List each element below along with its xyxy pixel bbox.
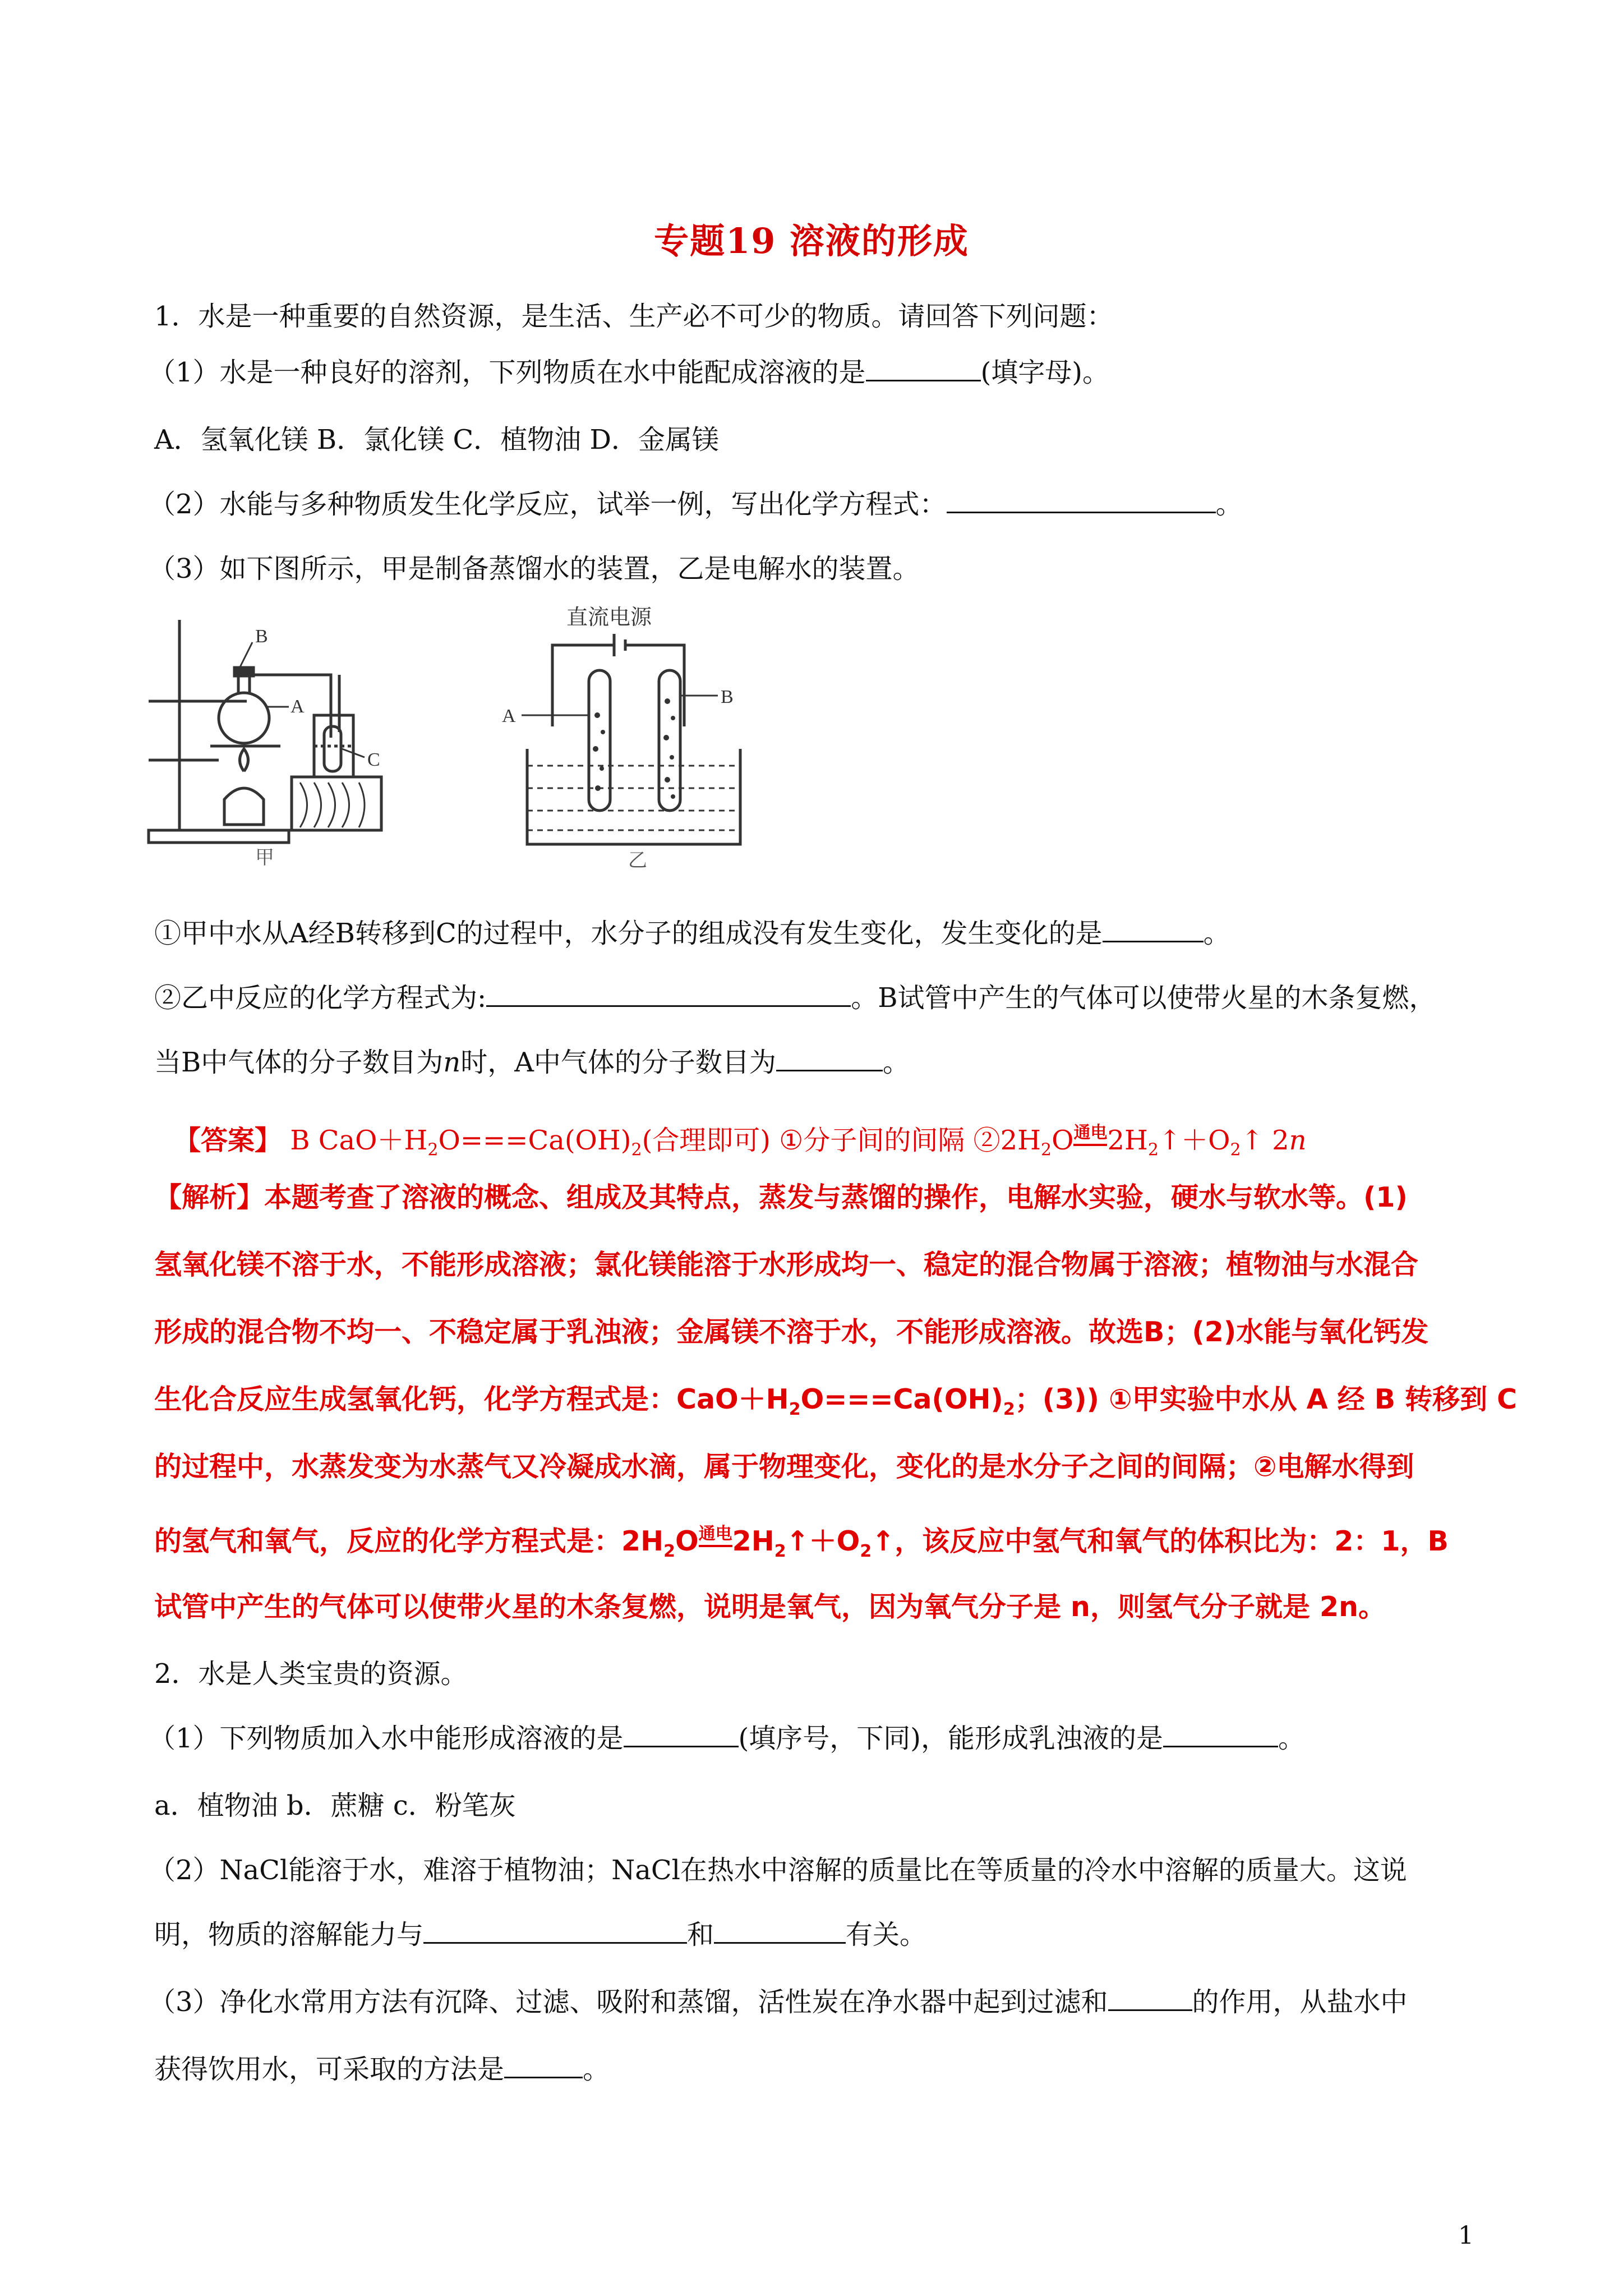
reaction-condition: 通电 bbox=[1073, 1123, 1108, 1143]
subscript: 2 bbox=[1147, 1140, 1159, 1160]
q2-part2-line2 bbox=[154, 1921, 1478, 1948]
q1-sub1-text: ①甲中水从A经B转移到C的过程中，水分子的组成没有发生变化，发生变化的是 bbox=[154, 918, 1103, 949]
analysis-line-2 bbox=[154, 1249, 1478, 1281]
answer-blank bbox=[504, 2073, 583, 2078]
tube-b bbox=[659, 670, 680, 811]
reaction-condition: 通电 bbox=[698, 1524, 732, 1544]
analysis-text: O bbox=[675, 1525, 699, 1557]
answer-tag: 【答案】 bbox=[174, 1125, 282, 1156]
label-c: C bbox=[367, 749, 380, 770]
subscript: 2 bbox=[774, 1541, 786, 1561]
analysis-tag: 【解析】 bbox=[154, 1181, 265, 1213]
analysis-line-4 bbox=[154, 1383, 1518, 1419]
analysis-text: ；(3)) ①甲实验中水从 A 经 B 转移到 C bbox=[1015, 1383, 1518, 1415]
q2-part2-tail: 有关。 bbox=[846, 1919, 927, 1950]
wood-block bbox=[292, 777, 381, 830]
answer-text: ↑＋O bbox=[1158, 1125, 1230, 1156]
q1-options bbox=[154, 426, 1478, 453]
analysis-line-5 bbox=[154, 1451, 1478, 1483]
answer-blank bbox=[624, 1742, 739, 1747]
subscript: 2 bbox=[1040, 1140, 1052, 1160]
analysis-line-6 bbox=[154, 1526, 1478, 1560]
variable-n: n bbox=[1289, 1125, 1307, 1156]
q1-part1-text: （1）水是一种良好的溶剂，下列物质在水中能配成溶液的是 bbox=[149, 357, 866, 388]
q1-stem bbox=[154, 303, 1478, 330]
page-number: 1 bbox=[1458, 2221, 1474, 2250]
beaker bbox=[314, 715, 353, 777]
q2-options-text: a．植物油 b．蔗糖 c．粉笔灰 bbox=[154, 1790, 516, 1821]
analysis-text: ↑＋O bbox=[786, 1525, 860, 1557]
answer-blank bbox=[714, 1939, 846, 1944]
q2-part2-mid: 和 bbox=[687, 1919, 714, 1950]
subscript: 2 bbox=[631, 1140, 642, 1160]
subscript: 2 bbox=[1230, 1140, 1241, 1160]
label-a: A bbox=[291, 696, 305, 717]
q1-options-text: A．氢氧化镁 B．氯化镁 C．植物油 D．金属镁 bbox=[154, 424, 719, 455]
analysis-text: 生化合反应生成氢氧化钙，化学方程式是：CaO＋H bbox=[154, 1383, 789, 1415]
answer-text: (合理即可) ①分子间的间隔 ②2H bbox=[642, 1125, 1041, 1156]
answer-text: 2H bbox=[1107, 1125, 1148, 1156]
subscript: 2 bbox=[860, 1541, 872, 1561]
answer-text: O bbox=[1052, 1125, 1074, 1156]
figure-caption: 甲 bbox=[255, 848, 274, 867]
answer-text: ↑ 2 bbox=[1241, 1125, 1289, 1156]
subscript: 2 bbox=[427, 1140, 439, 1160]
q2-part3-tail: 。 bbox=[583, 2054, 610, 2085]
q2-stem bbox=[154, 1658, 1478, 1690]
variable-n: n bbox=[443, 1047, 461, 1078]
electrolysis-apparatus-figure bbox=[499, 603, 763, 869]
analysis-line-7 bbox=[154, 1593, 1478, 1621]
answer-blank bbox=[776, 1066, 883, 1071]
q1-sub2-line2-mid: 时，A中气体的分子数目为 bbox=[460, 1047, 776, 1078]
subscript: 2 bbox=[1003, 1399, 1015, 1419]
q2-part3-line1 bbox=[149, 1986, 1472, 2018]
analysis-text: O===Ca(OH) bbox=[800, 1383, 1003, 1415]
q2-part3-tail: 的作用，从盐水中 bbox=[1192, 1986, 1408, 2018]
flame bbox=[240, 749, 248, 771]
answer-text: O===Ca(OH) bbox=[438, 1125, 631, 1156]
answer-blank bbox=[947, 508, 1216, 513]
wire-right bbox=[625, 645, 684, 726]
q1-stem-text: 1．水是一种重要的自然资源，是生活、生产必不可少的物质。请回答下列问题： bbox=[154, 301, 1114, 332]
label-b: B bbox=[721, 687, 734, 707]
analysis-line-1 bbox=[154, 1181, 1478, 1213]
q1-sub2-tail: 。B试管中产生的气体可以使带火星的木条复燃， bbox=[851, 982, 1436, 1014]
answer-blank bbox=[486, 1002, 851, 1007]
subscript: 2 bbox=[789, 1399, 801, 1419]
q2-part1 bbox=[149, 1725, 1472, 1752]
analysis-text: 氢氧化镁不溶于水，不能形成溶液；氯化镁能溶于水形成均一、稳定的混合物属于溶液；植物油与水混合 bbox=[154, 1249, 1419, 1281]
q2-part1-text: （1）下列物质加入水中能形成溶液的是 bbox=[149, 1723, 624, 1754]
q1-part3 bbox=[149, 553, 1472, 585]
analysis-line-3 bbox=[154, 1318, 1478, 1346]
q2-part2-text: （2）NaCl能溶于水，难溶于植物油；NaCl在热水中溶解的质量比在等质量的冷水中溶解的质量大。这说 bbox=[149, 1855, 1407, 1886]
q2-part3-text: 获得饮用水，可采取的方法是 bbox=[154, 2054, 505, 2085]
power-supply-label: 直流电源 bbox=[566, 606, 652, 629]
q2-options bbox=[154, 1792, 1478, 1819]
page-title: 专题19 溶液的形成 bbox=[654, 220, 969, 261]
wire-left bbox=[552, 645, 614, 726]
q2-part2-line1 bbox=[149, 1857, 1472, 1884]
answer-blank bbox=[1103, 937, 1204, 942]
q2-part3-line2 bbox=[154, 2056, 1478, 2083]
analysis-text: 形成的混合物不均一、不稳定属于乳浊液；金属镁不溶于水，不能形成溶液。故选B；(2)水能与氧化钙发 bbox=[154, 1316, 1429, 1348]
q1-sub1-tail: 。 bbox=[1203, 918, 1230, 949]
q1-sub2-line2 bbox=[154, 1049, 1478, 1076]
q1-part1 bbox=[149, 359, 1472, 386]
q2-part1-mid: (填序号，下同)，能形成乳浊液的是 bbox=[738, 1723, 1164, 1754]
answer-blank bbox=[866, 376, 981, 381]
q2-stem-text: 2．水是人类宝贵的资源。 bbox=[154, 1658, 468, 1690]
q1-part3-text: （3）如下图所示，甲是制备蒸馏水的装置，乙是电解水的装置。 bbox=[149, 553, 920, 585]
q1-sub2-line2-tail: 。 bbox=[882, 1047, 910, 1078]
answer-blank bbox=[1108, 2006, 1192, 2011]
test-tube bbox=[324, 726, 341, 771]
q1-part1-tail: (填字母)。 bbox=[980, 357, 1110, 388]
subscript: 2 bbox=[663, 1541, 675, 1561]
answer-blank bbox=[1163, 1742, 1278, 1747]
q2-part3-text: （3）净化水常用方法有沉降、过滤、吸附和蒸馏，活性炭在净水器中起到过滤和 bbox=[149, 1986, 1108, 2018]
answer-text: B CaO＋H bbox=[282, 1125, 428, 1156]
q1-sub2-line2-text: 当B中气体的分子数目为 bbox=[154, 1047, 444, 1078]
q2-part1-tail: 。 bbox=[1278, 1723, 1306, 1754]
analysis-text: 的氢气和氧气，反应的化学方程式是：2H bbox=[154, 1525, 664, 1557]
alcohol-lamp bbox=[224, 788, 264, 825]
q1-part2-text: （2）水能与多种物质发生化学反应，试举一例，写出化学方程式： bbox=[149, 489, 947, 520]
q1-sub2-text: ②乙中反应的化学方程式为: bbox=[154, 982, 487, 1014]
q1-sub1 bbox=[154, 920, 1478, 947]
figure-caption: 乙 bbox=[628, 850, 647, 869]
analysis-text: 本题考查了溶液的概念、组成及其特点，蒸发与蒸馏的操作，电解水实验，硬水与软水等。(1) bbox=[264, 1181, 1408, 1213]
q1-sub2 bbox=[154, 982, 1478, 1014]
analysis-text: 试管中产生的气体可以使带火星的木条复燃，说明是氧气，因为氧气分子是 n，则氢气分子就是 2n。 bbox=[154, 1591, 1386, 1623]
analysis-text: 的过程中，水蒸发变为水蒸气又冷凝成水滴，属于物理变化，变化的是水分子之间的间隔；②电解水得到 bbox=[154, 1451, 1414, 1483]
label-a: A bbox=[502, 706, 516, 726]
q2-part2-text: 明，物质的溶解能力与 bbox=[154, 1919, 424, 1950]
analysis-text: 2H bbox=[732, 1525, 774, 1557]
label-b: B bbox=[255, 626, 268, 647]
answer-1 bbox=[174, 1125, 1497, 1159]
q1-part2-tail: 。 bbox=[1215, 489, 1243, 520]
answer-blank bbox=[423, 1939, 687, 1944]
distillation-apparatus-figure bbox=[146, 609, 393, 867]
q1-part2 bbox=[149, 491, 1472, 518]
analysis-text: ↑，该反应中氢气和氧气的体积比为：2：1，B bbox=[872, 1525, 1449, 1557]
stand-base bbox=[149, 830, 289, 843]
